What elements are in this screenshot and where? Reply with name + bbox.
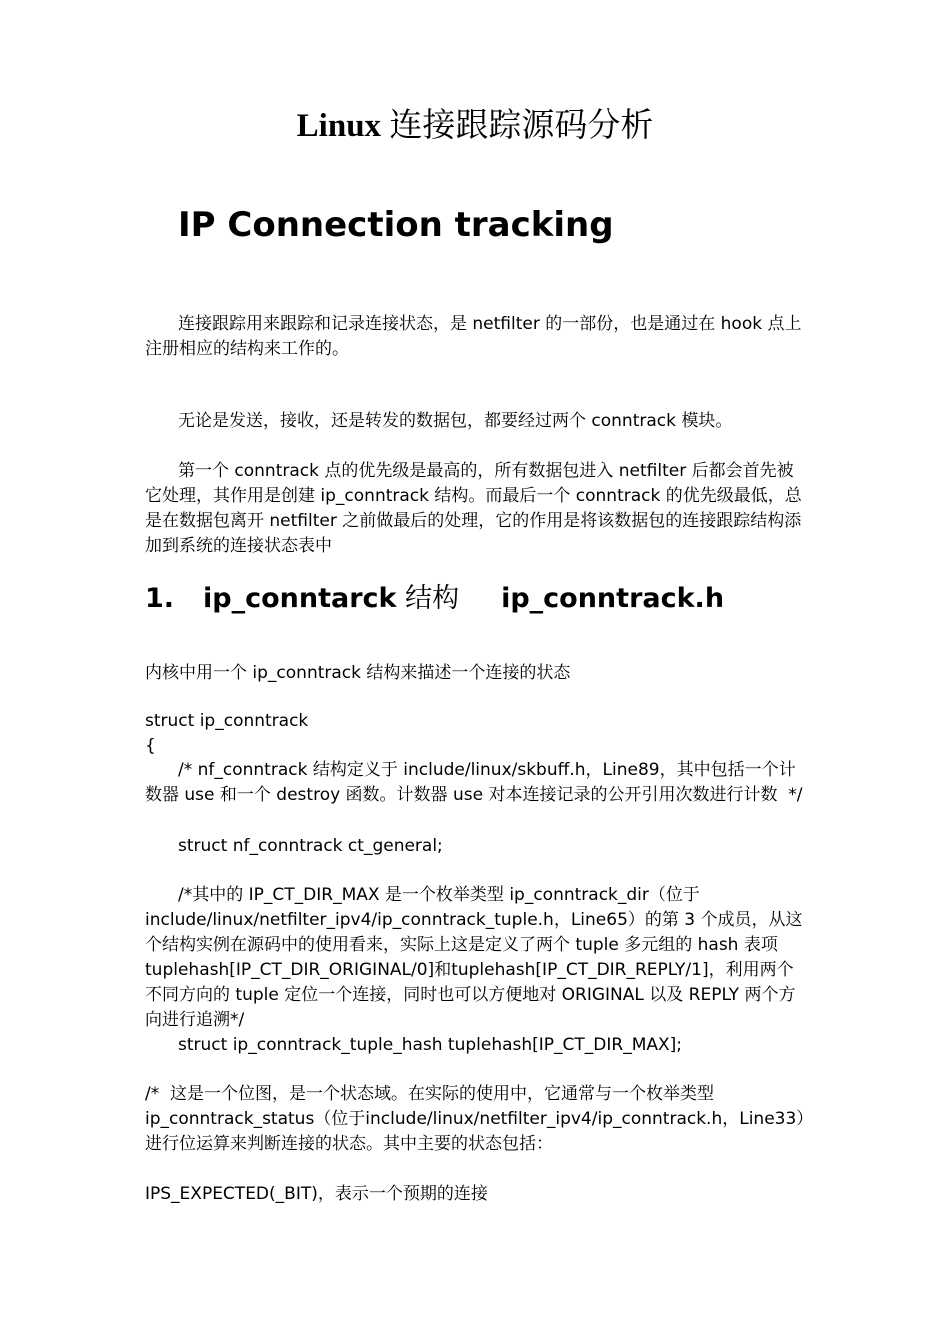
title-latin: Linux	[296, 108, 382, 144]
paragraph-priority: 第一个 conntrack 点的优先级是最高的，所有数据包进入 netfilter 后都会首先被它处理，其作用是创建 ip_conntrack 结构。而最后一个 conntrack 的优先级最低，总是在数据包离开 netfilter 之前做最后的处理，它的作用是将该数据包的连接跟踪结构添加到系统的连接状态表中	[145, 461, 802, 556]
paragraph-intro: 连接跟踪用来跟踪和记录连接状态，是 netfilter 的一部份，也是通过在 hook 点上注册相应的结构来工作的。	[145, 314, 802, 359]
heading-number: 1.	[145, 583, 175, 614]
code-comment-tuplehash: /*其中的 IP_CT_DIR_MAX 是一个枚举类型 ip_conntrack_dir（位于include/linux/netfilter_ipv4/ip_conntrack_tuple.h，Line65）的第 3 个成员，从这个结构实例在源码中的使用看来，实际上这是定义了两个 tuple 多元组的 hash 表项 tuplehash[IP_CT_DIR_ORIGINAL/0]和tuplehash[IP_CT_DIR_REPLY/1]，利用两个不同方向的 tuple 定位一个连接，同时也可以方便地对 ORIGINAL 以及 REPLY 两个方向进行追溯*/	[145, 885, 803, 1030]
code-field-tuplehash: struct ip_conntrack_tuple_hash tuplehash[IP_CT_DIR_MAX];	[178, 1035, 683, 1055]
heading-part-cjk: 结构	[396, 583, 460, 614]
heading-ip-conntrack-struct	[145, 580, 724, 618]
title-cjk: 连接跟踪源码分析	[381, 108, 654, 144]
code-open-brace: {	[145, 736, 156, 756]
code-struct-declaration: struct ip_conntrack	[145, 711, 309, 731]
code-comment-status-item: IPS_EXPECTED(_BIT)，表示一个预期的连接	[145, 1184, 488, 1204]
paragraph-struct-intro: 内核中用一个 ip_conntrack 结构来描述一个连接的状态	[145, 663, 571, 683]
section-heading: IP Connection tracking	[178, 205, 614, 245]
document-title	[0, 104, 950, 148]
code-comment-status: /* 这是一个位图，是一个状态域。在实际的使用中，它通常与一个枚举类型ip_conntrack_status（位于include/linux/netfilter_ipv4/ip_conntrack.h，Line33）进行位运算来判断连接的状态。其中主要的状态包括：	[145, 1084, 805, 1154]
code-field-ct-general: struct nf_conntrack ct_general;	[178, 836, 443, 856]
heading-part-header-file: ip_conntrack.h	[501, 583, 725, 614]
heading-part-struct-name: ip_conntarck	[203, 583, 397, 614]
paragraph-conntrack-modules: 无论是发送，接收，还是转发的数据包，都要经过两个 conntrack 模块。	[178, 411, 733, 431]
code-comment-nf-conntrack: /* nf_conntrack 结构定义于 include/linux/skbuff.h，Line89，其中包括一个计数器 use 和一个 destroy 函数。计数器 use 对本连接记录的公开引用次数进行计数 */	[145, 760, 803, 805]
